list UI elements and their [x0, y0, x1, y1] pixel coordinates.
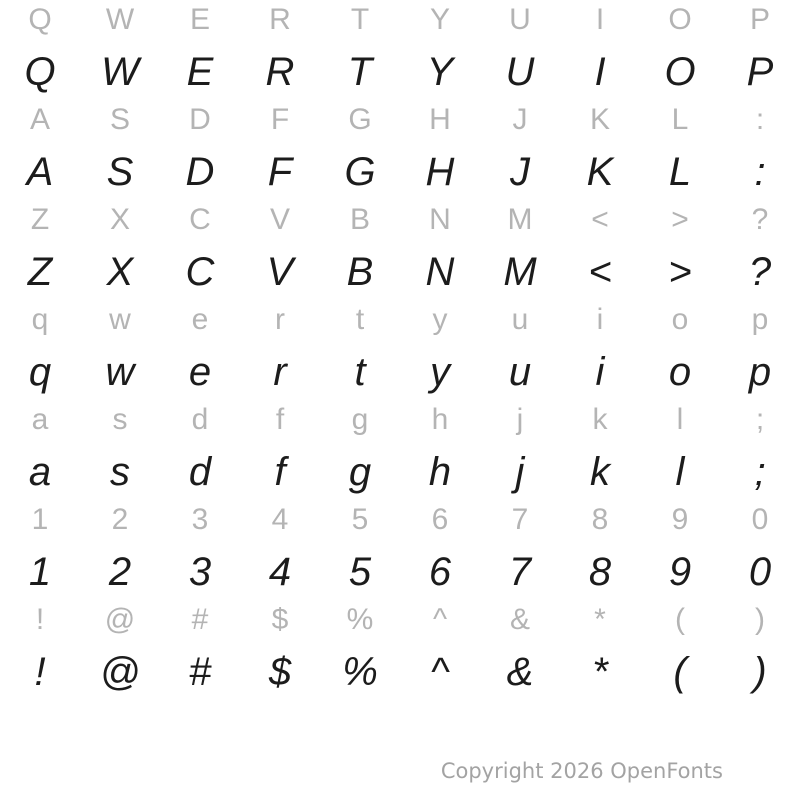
- glyph: 9: [668, 550, 692, 594]
- glyph: 3: [191, 503, 209, 536]
- glyph: :: [754, 150, 766, 194]
- glyph: 6: [431, 503, 449, 536]
- specimen-row-lowercase-top-italic: [0, 352, 800, 392]
- glyph: W: [101, 50, 139, 94]
- glyph: Y: [429, 3, 450, 36]
- glyph: !: [35, 603, 45, 636]
- specimen-row-digits-italic: [0, 552, 800, 592]
- glyph: q: [31, 303, 49, 336]
- glyph: B: [346, 250, 374, 294]
- glyph: 8: [588, 550, 612, 594]
- glyph: s: [110, 450, 130, 494]
- glyph: 3: [188, 550, 212, 594]
- glyph: 2: [108, 550, 132, 594]
- specimen-row-uppercase-home-italic: [0, 152, 800, 192]
- specimen-row-uppercase-bottom-reference: [0, 200, 800, 240]
- glyph: l: [675, 450, 685, 494]
- glyph: i: [596, 303, 604, 336]
- glyph: i: [595, 350, 605, 394]
- glyph: w: [105, 350, 135, 394]
- glyph: 2: [111, 503, 129, 536]
- glyph: H: [425, 150, 455, 194]
- glyph: k: [590, 450, 610, 494]
- glyph: ?: [748, 250, 772, 294]
- glyph: 0: [748, 550, 772, 594]
- glyph: T: [350, 3, 370, 36]
- copyright-text: Copyright 2026 OpenFonts: [440, 759, 723, 783]
- glyph: P: [746, 50, 774, 94]
- specimen-row-lowercase-home-reference: [0, 400, 800, 440]
- glyph: *: [594, 603, 606, 636]
- glyph: J: [512, 103, 528, 136]
- glyph: p: [748, 350, 772, 394]
- glyph: 1: [28, 550, 52, 594]
- glyph: !: [34, 650, 46, 694]
- specimen-row-digits-reference: [0, 500, 800, 540]
- glyph: f: [275, 403, 285, 436]
- glyph: C: [189, 203, 211, 236]
- glyph: l: [676, 403, 684, 436]
- glyph: <: [591, 203, 609, 236]
- specimen-row-symbols-italic: [0, 652, 800, 692]
- glyph: j: [515, 450, 525, 494]
- glyph: h: [431, 403, 449, 436]
- glyph: A: [29, 103, 50, 136]
- glyph: ;: [755, 403, 765, 436]
- glyph: E: [186, 50, 214, 94]
- glyph: K: [589, 103, 610, 136]
- glyph: X: [109, 203, 130, 236]
- glyph: d: [191, 403, 209, 436]
- glyph: h: [428, 450, 452, 494]
- glyph: B: [349, 203, 370, 236]
- glyph: t: [355, 303, 365, 336]
- glyph: Q: [28, 3, 52, 36]
- glyph: M: [503, 250, 537, 294]
- glyph: &: [509, 603, 530, 636]
- glyph: u: [508, 350, 532, 394]
- glyph: q: [28, 350, 52, 394]
- glyph: :: [755, 103, 765, 136]
- glyph: G: [348, 103, 372, 136]
- specimen-row-symbols-reference: [0, 600, 800, 640]
- glyph: >: [671, 203, 689, 236]
- glyph: 6: [428, 550, 452, 594]
- glyph: 8: [591, 503, 609, 536]
- glyph: a: [28, 450, 52, 494]
- glyph: Z: [27, 250, 53, 294]
- glyph: P: [749, 3, 770, 36]
- glyph: g: [348, 450, 372, 494]
- glyph: 1: [31, 503, 49, 536]
- glyph: W: [105, 3, 135, 36]
- glyph: @: [104, 603, 136, 636]
- glyph: O: [664, 50, 696, 94]
- specimen-row-uppercase-bottom-italic: [0, 252, 800, 292]
- glyph: <: [588, 250, 612, 294]
- glyph: D: [185, 150, 215, 194]
- glyph: o: [668, 350, 692, 394]
- glyph: E: [189, 3, 210, 36]
- glyph: j: [516, 403, 524, 436]
- glyph: 0: [751, 503, 769, 536]
- glyph: $: [268, 650, 292, 694]
- glyph: O: [668, 3, 692, 36]
- glyph: I: [595, 3, 605, 36]
- glyph: R: [269, 3, 291, 36]
- glyph: L: [668, 150, 692, 194]
- specimen-row-uppercase-top-reference: [0, 0, 800, 40]
- glyph: e: [191, 303, 209, 336]
- glyph: %: [342, 650, 378, 694]
- glyph: r: [275, 303, 285, 336]
- glyph: U: [509, 3, 531, 36]
- specimen-row-lowercase-top-reference: [0, 300, 800, 340]
- glyph: w: [109, 303, 131, 336]
- glyph: V: [266, 250, 294, 294]
- glyph: S: [109, 103, 130, 136]
- glyph: L: [671, 103, 689, 136]
- glyph: t: [354, 350, 366, 394]
- glyph: Z: [30, 203, 50, 236]
- glyph: G: [344, 150, 376, 194]
- glyph: d: [188, 450, 212, 494]
- glyph: a: [31, 403, 49, 436]
- glyph: %: [346, 603, 374, 636]
- glyph: r: [273, 350, 287, 394]
- glyph: 9: [671, 503, 689, 536]
- glyph: p: [751, 303, 769, 336]
- specimen-row-uppercase-home-reference: [0, 100, 800, 140]
- glyph: &: [506, 650, 534, 694]
- glyph: ^: [432, 603, 448, 636]
- glyph: 4: [271, 503, 289, 536]
- glyph: y: [432, 303, 448, 336]
- glyph: 5: [351, 503, 369, 536]
- glyph: K: [586, 150, 614, 194]
- glyph: (: [675, 603, 685, 636]
- glyph: #: [191, 603, 209, 636]
- glyph: M: [507, 203, 533, 236]
- specimen-row-lowercase-home-italic: [0, 452, 800, 492]
- glyph: *: [592, 650, 608, 694]
- glyph: 4: [268, 550, 292, 594]
- glyph: 5: [348, 550, 372, 594]
- glyph: F: [270, 103, 290, 136]
- glyph: V: [269, 203, 290, 236]
- glyph: $: [271, 603, 289, 636]
- glyph: D: [189, 103, 211, 136]
- glyph: 7: [508, 550, 532, 594]
- glyph: Y: [426, 50, 454, 94]
- glyph: g: [351, 403, 369, 436]
- glyph: y: [430, 350, 450, 394]
- glyph: (: [673, 650, 687, 694]
- glyph: k: [592, 403, 608, 436]
- glyph: ;: [754, 450, 766, 494]
- glyph: ): [755, 603, 765, 636]
- glyph: >: [668, 250, 692, 294]
- glyph: ?: [751, 203, 769, 236]
- glyph: A: [26, 150, 54, 194]
- glyph: @: [99, 650, 141, 694]
- glyph: Q: [24, 50, 56, 94]
- glyph: ): [753, 650, 767, 694]
- glyph: C: [185, 250, 215, 294]
- glyph: X: [106, 250, 134, 294]
- glyph: I: [594, 50, 606, 94]
- glyph: u: [511, 303, 529, 336]
- glyph: F: [267, 150, 293, 194]
- glyph: e: [188, 350, 212, 394]
- glyph: H: [429, 103, 451, 136]
- glyph: S: [106, 150, 134, 194]
- glyph: 7: [511, 503, 529, 536]
- glyph: o: [671, 303, 689, 336]
- glyph: R: [265, 50, 295, 94]
- glyph: N: [425, 250, 455, 294]
- glyph: U: [505, 50, 535, 94]
- glyph: T: [347, 50, 373, 94]
- specimen-row-uppercase-top-italic: [0, 52, 800, 92]
- glyph: J: [510, 150, 530, 194]
- glyph: ^: [430, 650, 450, 694]
- glyph: N: [429, 203, 451, 236]
- glyph: f: [274, 450, 286, 494]
- glyph: s: [112, 403, 128, 436]
- glyph: #: [188, 650, 212, 694]
